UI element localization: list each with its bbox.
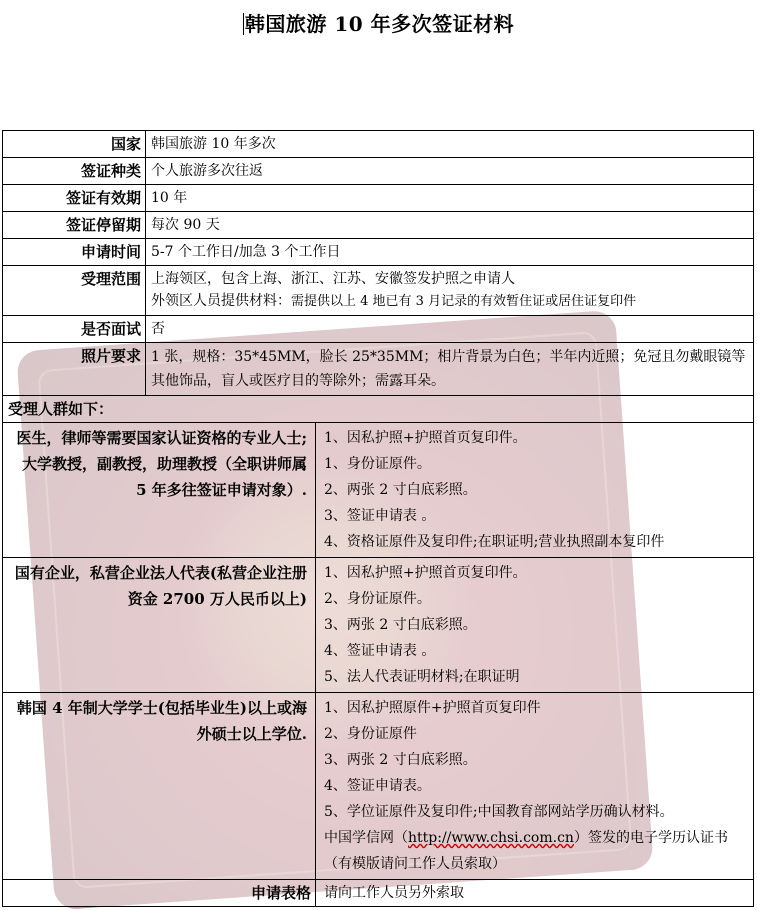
list-item: 4、签证申请表。 [324, 778, 431, 794]
list-item: 1、身份证原件。 [324, 456, 431, 472]
row-value: 个人旅游多次往返 [146, 158, 754, 185]
jurisdiction-note: 需提供以上 4 地已有 3 月记录的有效暂住证或居住证复印件 [291, 294, 637, 309]
group-row-professionals [3, 423, 754, 558]
footer-value: 请向工作人员另外索取 [316, 880, 754, 907]
section-header: 受理人群如下： [3, 396, 754, 423]
info-row-stay [3, 212, 754, 239]
info-row-country [3, 131, 754, 158]
jurisdiction-line-2 [151, 290, 748, 313]
group-row-degree-holders [3, 693, 754, 880]
extra-prefix: 中国学信网（ [324, 830, 408, 846]
info-row-visa-type [3, 158, 754, 185]
jurisdiction-prefix: 外领区人员提供材料： [151, 293, 291, 309]
row-label: 是否面试 [3, 316, 146, 343]
row-value: 韩国旅游 10 年多次 [146, 131, 754, 158]
row-value [146, 266, 754, 316]
info-row-interview [3, 316, 754, 343]
row-value: 每次 90 天 [146, 212, 754, 239]
list-item: 3、两张 2 寸白底彩照。 [324, 752, 477, 768]
group-label: 韩国 4 年制大学学士(包括毕业生)以上或海外硕士以上学位. [3, 693, 316, 880]
footer-label: 申请表格 [3, 880, 316, 907]
list-item: 1、因私护照+护照首页复印件。 [324, 565, 527, 581]
extra-suffix: ）签发的电子学历认证书（有模版请问工作人员索取） [324, 830, 728, 872]
group-label: 国有企业，私营企业法人代表(私营企业注册资金 2700 万人民币以上) [3, 558, 316, 693]
list-item: 4、签证申请表 。 [324, 643, 436, 659]
row-value: 10 年 [146, 185, 754, 212]
chsi-link[interactable]: http://www.chsi.com.cn [408, 830, 574, 846]
row-label: 签证有效期 [3, 185, 146, 212]
footer-row [3, 880, 754, 907]
section-header-row [3, 396, 754, 423]
row-label: 受理范围 [3, 266, 146, 316]
group-items [316, 558, 754, 693]
list-item: 4、资格证原件及复印件;在职证明;营业执照副本复印件 [324, 534, 665, 550]
info-row-jurisdiction [3, 266, 754, 316]
page-title-text: 韩国旅游 10 年多次签证材料 [244, 12, 515, 36]
list-item: 5、法人代表证明材料;在职证明 [324, 669, 520, 685]
row-value: 否 [146, 316, 754, 343]
visa-info-table [2, 130, 754, 907]
row-label: 申请时间 [3, 239, 146, 266]
row-value: 5-7 个工作日/加急 3 个工作日 [146, 239, 754, 266]
text-cursor [243, 13, 244, 35]
list-item: 1、因私护照原件+护照首页复印件 [324, 700, 541, 716]
row-label: 签证停留期 [3, 212, 146, 239]
list-item: 2、身份证原件。 [324, 591, 431, 607]
group-row-legal-representatives [3, 558, 754, 693]
page-title [0, 8, 757, 37]
row-label: 照片要求 [3, 343, 146, 396]
list-item: 3、签证申请表 。 [324, 508, 436, 524]
info-row-processing-time [3, 239, 754, 266]
jurisdiction-line-1: 上海领区，包含上海、浙江、江苏、安徽签发护照之申请人 [151, 271, 515, 287]
info-row-validity [3, 185, 754, 212]
row-value: 1 张，规格：35*45MM，脸长 25*35MM；相片背景为白色；半年内近照；免冠且勿戴眼镜等其他饰品，盲人或医疗目的等除外；需露耳朵。 [146, 343, 754, 396]
list-item: 5、学位证原件及复印件;中国教育部网站学历确认材料。 [324, 804, 674, 820]
list-item-extra [324, 825, 748, 877]
info-row-photo [3, 343, 754, 396]
row-label: 签证种类 [3, 158, 146, 185]
group-items [316, 423, 754, 558]
list-item: 2、两张 2 寸白底彩照。 [324, 482, 477, 498]
group-label: 医生，律师等需要国家认证资格的专业人士;大学教授，副教授，助理教授（全职讲师属 5 年多往签证申请对象）. [3, 423, 316, 558]
list-item: 3、两张 2 寸白底彩照。 [324, 617, 477, 633]
group-items [316, 693, 754, 880]
row-label: 国家 [3, 131, 146, 158]
list-item: 1、因私护照+护照首页复印件。 [324, 430, 527, 446]
list-item: 2、身份证原件 [324, 726, 417, 742]
